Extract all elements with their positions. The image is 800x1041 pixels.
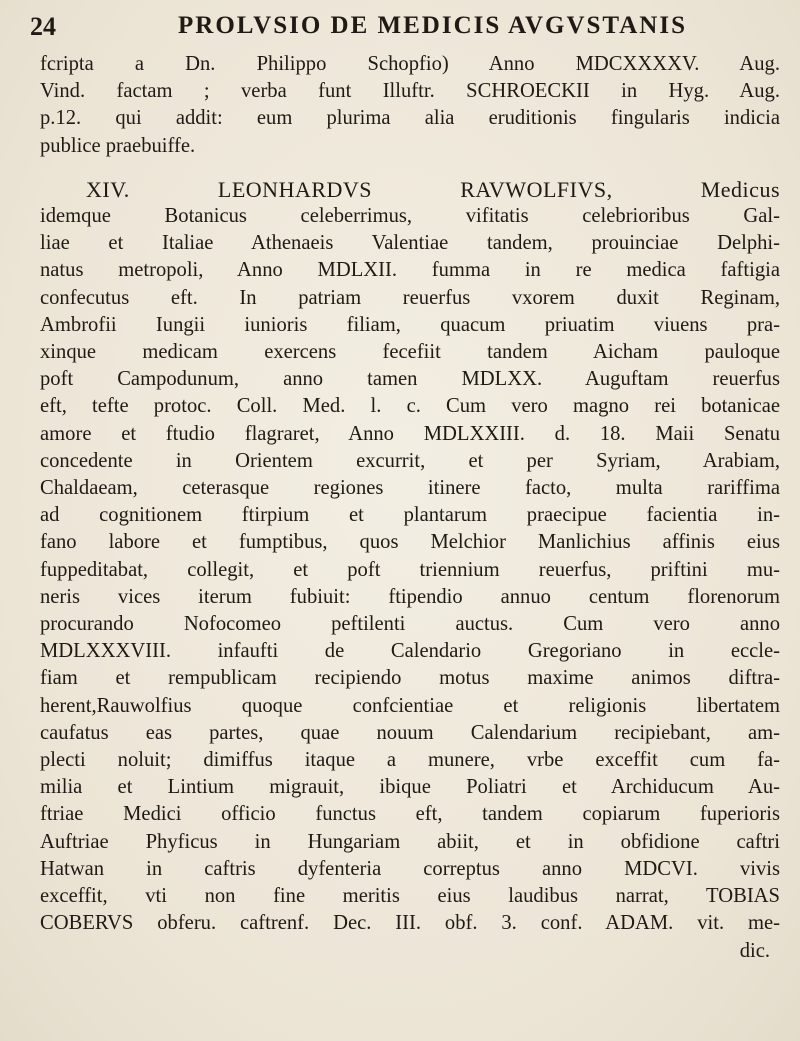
text-line: liae et Italiae Athenaeis Valentiae tandem, prouinciae Delphi- xyxy=(40,232,780,255)
text-line: Auftriae Phyficus in Hungariam abiit, et in obfidione caftri xyxy=(40,830,780,853)
text-line: neris vices iterum fubiuit: ftipendio annuo centum florenorum xyxy=(40,585,780,608)
text-line: Chaldaeam, ceterasque regiones itinere facto, multa rariffima xyxy=(40,477,780,500)
page-header xyxy=(30,8,790,48)
text-line: herent,Rauwolfius quoque confcientiae et religionis libertatem xyxy=(40,694,780,717)
text-line: Hatwan in caftris dyfenteria correptus anno MDCVI. vivis xyxy=(40,857,780,880)
body-text xyxy=(40,51,780,965)
text-line: procurando Nofocomeo peftilenti auctus. Cum vero anno xyxy=(40,613,780,636)
page-number: 24 xyxy=(30,12,56,41)
text-line: publice praebuiffe. xyxy=(40,134,196,157)
text-line: ftriae Medici officio functus eft, tandem copiarum fuperioris xyxy=(40,803,780,826)
text-line: amore et ftudio flagraret, Anno MDLXXIII. d. 18. Maii Senatu xyxy=(40,422,780,445)
text-line: xinque medicam exercens fecefiit tandem Aicham pauloque xyxy=(40,341,780,364)
text-line: concedente in Orientem excurrit, et per Syriam, Arabiam, xyxy=(40,449,780,472)
text-line: fuppeditabat, collegit, et poft triennium reuerfus, priftini mu- xyxy=(40,558,780,581)
text-line: eft, tefte protoc. Coll. Med. l. c. Cum vero magno rei botanicae xyxy=(40,395,780,418)
text-line: exceffit, vti non fine meritis eius laudibus narrat, TOBIAS xyxy=(40,885,780,908)
text-line: p.12. qui addit: eum plurima alia eruditionis fingularis indicia xyxy=(40,107,780,130)
text-line: milia et Lintium migrauit, ibique Poliatri et Archiducum Au- xyxy=(40,776,780,799)
text-line: caufatus eas partes, quae nouum Calendarium recipiebant, am- xyxy=(40,721,780,744)
text-line: fcripta a Dn. Philippo Schopfio) Anno MDCXXXXV. Aug. xyxy=(40,53,780,75)
text-line: Ambrofii Iungii iunioris filiam, quacum priuatim viuens pra- xyxy=(40,313,780,336)
running-head: PROLVSIO DE MEDICIS AVGVSTANIS xyxy=(178,12,687,39)
text-line: plecti noluit; dimiffus itaque a munere, vrbe exceffit cum fa- xyxy=(40,749,780,772)
catchword: dic. xyxy=(739,939,770,962)
text-line: fano labore et fumptibus, quos Melchior Manlichius affinis eius xyxy=(40,531,780,554)
paragraph-1 xyxy=(40,51,780,160)
text-line: ad cognitionem ftirpium et plantarum praecipue facientia in- xyxy=(40,504,780,527)
text-line: Vind. factam ; verba funt Illuftr. SCHROECKII in Hyg. Aug. xyxy=(40,80,780,103)
text-line: COBERVS obferu. caftrenf. Dec. III. obf. 3. conf. ADAM. vit. me- xyxy=(40,912,780,935)
text-line: poft Campodunum, anno tamen MDLXX. Auguftam reuerfus xyxy=(40,368,780,391)
section-heading-line: XIV. LEONHARDVS RAVWOLFIVS, Medicus xyxy=(86,176,780,202)
text-line: idemque Botanicus celeberrimus, vifitatis celebrioribus Gal- xyxy=(40,205,780,228)
paragraph-2 xyxy=(40,176,780,938)
text-line: fiam et rempublicam recipiendo motus maxime animos diftra- xyxy=(40,667,780,690)
paragraph-gap xyxy=(40,160,780,176)
text-line: natus metropoli, Anno MDLXII. fumma in re medica faftigia xyxy=(40,259,780,282)
text-line: MDLXXXVIII. infaufti de Calendario Gregoriano in eccle- xyxy=(40,640,780,663)
text-line: confecutus eft. In patriam reuerfus vxorem duxit Reginam, xyxy=(40,286,780,309)
